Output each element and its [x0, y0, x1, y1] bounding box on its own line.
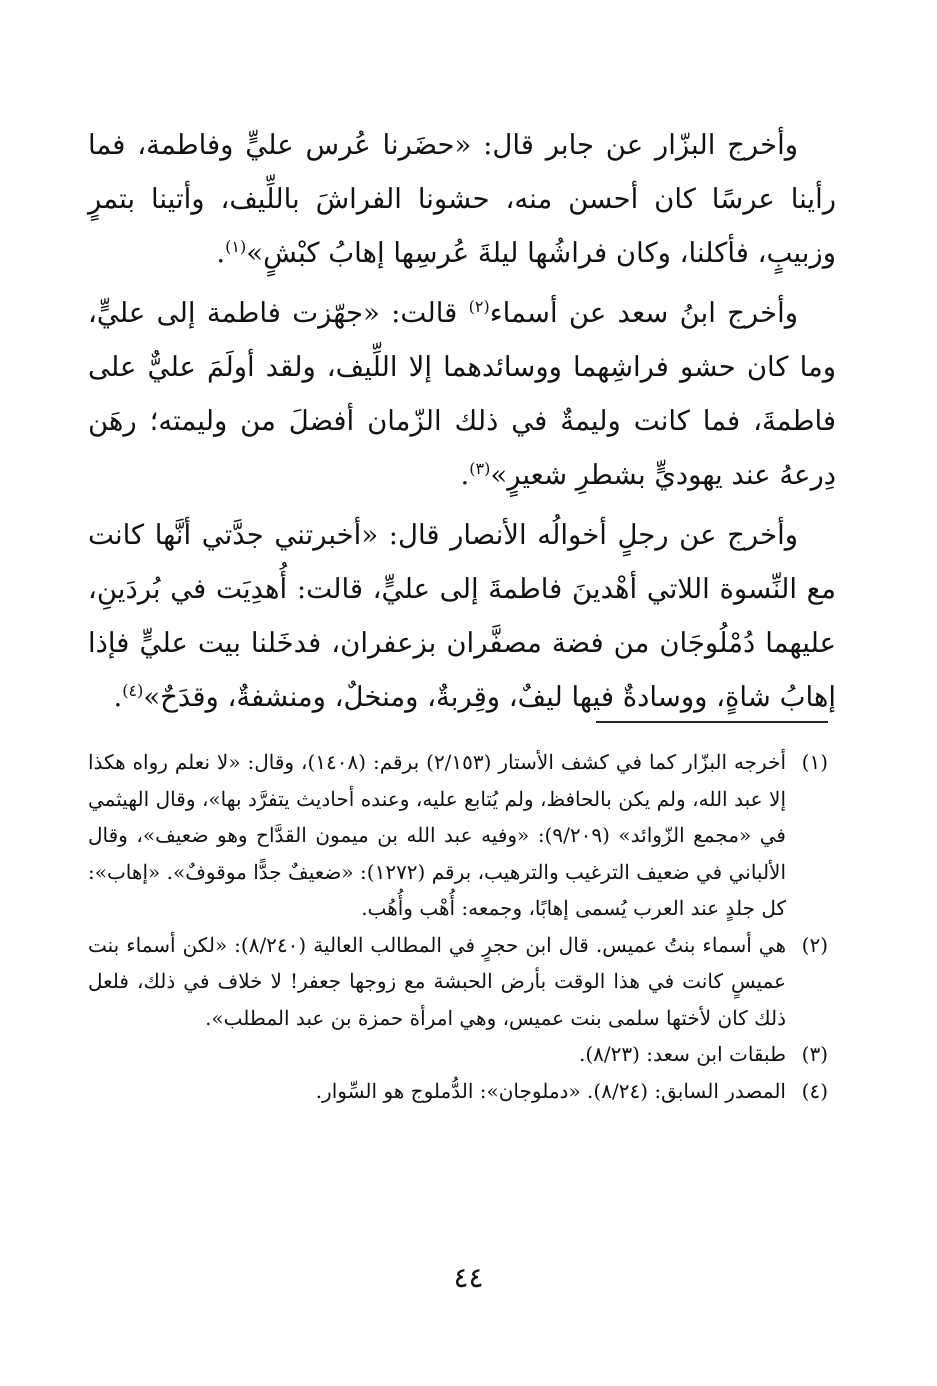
paragraph-1-text: وأخرج البزّار عن جابر قال: «حضَرنا عُرس عليٍّ وفاطمة، فما رأينا عرسًا كان أحسن منه، حشونا الفراشَ باللِّيف، وأتينا بتمرٍ وزبيبٍ، فأكلنا، وكان فراشُها ليلةَ عُرسِها إهابُ كبْشٍ»: [88, 129, 836, 269]
footnote-text: طبقات ابن سعد: (٨/٢٣).: [579, 1042, 786, 1066]
paragraph-3: [88, 508, 836, 724]
footnote-text: هي أسماء بنتُ عميس. قال ابن حجرٍ في المطالب العالية (٨/٢٤٠): «لكن أسماء بنت عميسٍ كانت في هذا الوقت بأرض الحبشة مع زوجها جعفر! لا خلاف في ذلك، فلعل ذلك كان لأختها سلمى بنت عميس، وهي امرأة حمزة بن عبد المطلب».: [88, 932, 787, 1030]
paragraph-3-text: وأخرج عن رجلٍ أخوالُه الأنصار قال: «أخبرتني جدَّتي أنَّها كانت مع النِّسوة اللاتي أهْدينَ فاطمةَ إلى عليٍّ، قالت: أُهدِيَت في بُردَينِ، عليهما دُمْلُوجَان من فضة مصفَّران بزعفران، فدخَلنا بيت عليٍّ فإذا إهابُ شاةٍ، ووسادةٌ فيها ليفٌ، وقِربةٌ، ومنخلٌ، ومنشفةٌ، وقدَحٌ»: [88, 519, 836, 713]
footnote-4: [88, 1073, 828, 1110]
paragraph-2-text: وأخرج ابنُ سعد عن أسماء: [489, 297, 799, 329]
footnote-3: [88, 1036, 828, 1073]
footnote-ref-4[interactable]: (٤): [122, 680, 144, 700]
paragraph-1-tail: .: [216, 237, 226, 269]
footnote-ref-2[interactable]: (٢): [468, 296, 490, 316]
footnote-ref-1[interactable]: (١): [225, 236, 247, 256]
main-text: [88, 118, 836, 730]
footnote-number: (٤): [801, 1078, 828, 1103]
paragraph-2-tail: قالت: «جهّزت فاطمة إلى عليٍّ، وما كان حشو فراشِهما ووسائدهما إلا اللِّيف، ولقد أولَمَ عليٌّ على فاطمةَ، فما كانت وليمةٌ في ذلك الزّمان أفضلَ من وليمته؛ رهَن دِرعهُ عند يهوديٍّ بشطرِ شعيرٍ»: [88, 297, 836, 491]
footnote-separator: [596, 721, 828, 723]
paragraph-2: [88, 286, 836, 502]
paragraph-2-tail-2: .: [460, 459, 470, 491]
footnote-number: (٣): [801, 1042, 828, 1066]
footnote-1: [88, 744, 828, 927]
footnote-text: أخرجه البزّار كما في كشف الأستار (٢/١٥٣) برقم: (١٤٠٨)، وقال: «لا نعلم رواه هكذا إلا عبد الله، ولم يكن بالحافظ، ولم يُتابع عليه، وعنده أحاديث يتفرَّد بها»، وقال الهيثمي في «مجمع الزّوائد» (٩/٢٠٩): «وفيه عبد الله بن ميمون القدَّاح وهو ضعيف»، وقال الألباني في ضعيف الترغيب والترهيب، برقم (١٢٧٢): «ضعيفٌ جدًّا موقوفٌ». «إهاب»: كل جلدٍ عند العرب يُسمى إهابًا، وجمعه: أُهْب وأُهُب.: [88, 750, 787, 920]
footnote-number: (١): [801, 750, 828, 774]
paragraph-1: [88, 118, 836, 280]
footnote-text: المصدر السابق: (٨/٢٤). «دملوجان»: الدُّملوج هو السِّوار.: [315, 1078, 786, 1103]
footnote-ref-3[interactable]: (٣): [469, 458, 491, 478]
footnote-2: [88, 927, 828, 1037]
footnotes: [88, 744, 828, 1109]
footnote-number: (٢): [801, 932, 828, 957]
paragraph-3-tail: .: [113, 681, 123, 713]
page-number: ٤٤: [453, 1261, 484, 1294]
